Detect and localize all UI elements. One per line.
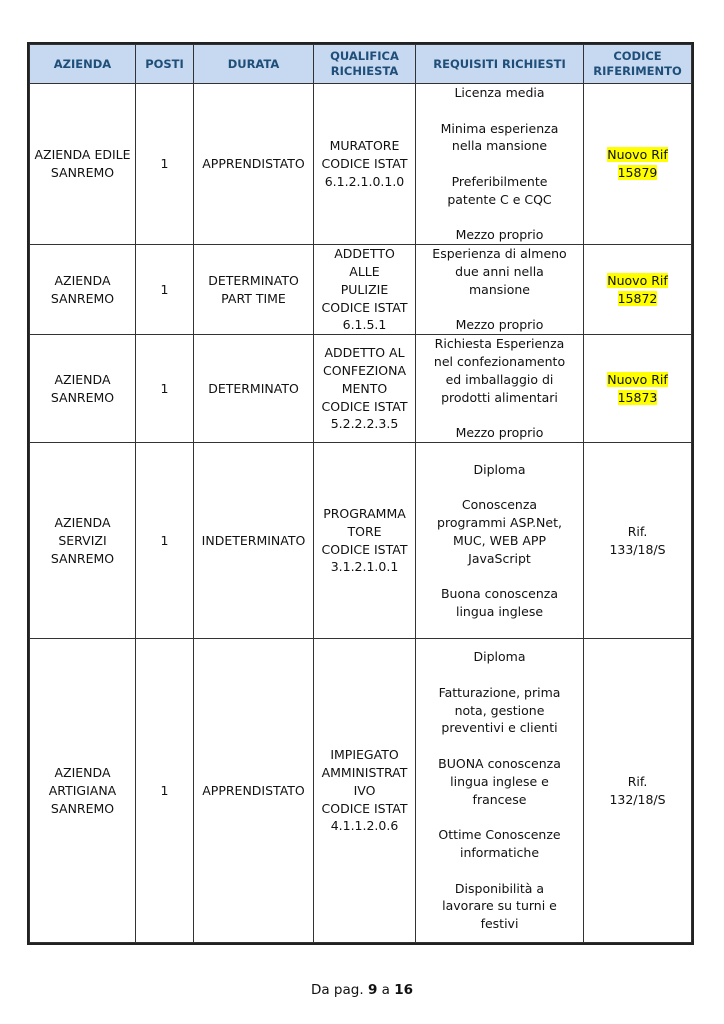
cell-azienda-line: AZIENDA xyxy=(54,514,111,530)
table-row xyxy=(30,245,692,335)
cell-azienda-line: SANREMO xyxy=(50,550,115,566)
cell-azienda-line: SANREMO xyxy=(50,389,115,405)
cell-azienda-line: AZIENDA xyxy=(54,371,111,387)
cell-azienda xyxy=(30,335,136,443)
cell-durata xyxy=(194,443,314,639)
cell-requisiti-line: prodotti alimentari xyxy=(441,389,558,405)
cell-requisiti-line: lingua inglese xyxy=(455,603,544,619)
cell-qualifica-line: PROGRAMMA xyxy=(323,506,406,522)
cell-azienda-line: SERVIZI xyxy=(58,532,107,548)
header-azienda: AZIENDA xyxy=(30,45,136,84)
cell-azienda-line: SANREMO xyxy=(50,290,115,306)
cell-qualifica xyxy=(314,84,416,245)
cell-qualifica xyxy=(314,639,416,943)
cell-codice xyxy=(584,639,692,943)
cell-qualifica xyxy=(314,443,416,639)
footer-page: 9 xyxy=(367,982,378,998)
cell-qualifica-line: IMPIEGATO xyxy=(330,747,399,763)
cell-qualifica-line: 5.2.2.2.3.5 xyxy=(330,416,399,432)
header-qualifica: QUALIFICA RICHIESTA xyxy=(314,45,416,84)
cell-requisiti-line: festivi xyxy=(480,916,519,932)
cell-requisiti-line: Diploma xyxy=(473,649,526,665)
cell-requisiti-line: programmi ASP.Net, xyxy=(437,514,562,530)
cell-azienda-line: SANREMO xyxy=(50,165,115,181)
cell-azienda xyxy=(30,245,136,335)
cell-requisiti-line: preventivi e clienti xyxy=(441,720,558,736)
cell-requisiti xyxy=(416,335,584,443)
cell-qualifica-line: CODICE ISTAT xyxy=(321,800,408,816)
cell-qualifica xyxy=(314,245,416,335)
cell-azienda xyxy=(30,639,136,943)
cell-requisiti-line: lingua inglese e xyxy=(450,773,549,789)
cell-codice-line: Nuovo Rif xyxy=(607,272,668,288)
cell-requisiti-line: MUC, WEB APP xyxy=(452,532,547,548)
cell-requisiti xyxy=(416,245,584,335)
cell-requisiti-line: Richiesta Esperienza xyxy=(434,336,565,352)
cell-azienda-line: AZIENDA EDILE xyxy=(34,147,131,163)
cell-qualifica-line: 6.1.2.1.0.1.0 xyxy=(324,173,405,189)
cell-requisiti-line: Fatturazione, prima xyxy=(438,684,561,700)
cell-requisiti-line: francese xyxy=(472,791,527,807)
cell-durata xyxy=(194,84,314,245)
cell-codice-line: 133/18/S xyxy=(609,541,666,557)
header-requisiti: REQUISITI RICHIESTI xyxy=(416,45,584,84)
cell-codice xyxy=(584,84,692,245)
cell-codice xyxy=(584,335,692,443)
job-offers-table xyxy=(29,44,692,943)
cell-azienda-line: AZIENDA xyxy=(54,764,111,780)
cell-codice xyxy=(584,443,692,639)
cell-requisiti-line: nota, gestione xyxy=(454,702,545,718)
cell-codice-line: 15873 xyxy=(617,389,658,405)
header-posti: POSTI xyxy=(136,45,194,84)
cell-azienda-line: AZIENDA xyxy=(54,272,111,288)
cell-requisiti-line: Mezzo proprio xyxy=(455,227,544,243)
cell-requisiti-line: nel confezionamento xyxy=(433,354,566,370)
cell-qualifica-line: 4.1.1.2.0.6 xyxy=(330,818,399,834)
cell-requisiti xyxy=(416,443,584,639)
cell-requisiti-line: lavorare su turni e xyxy=(442,898,557,914)
cell-qualifica-line: ADDETTO ALLE xyxy=(334,246,395,279)
cell-requisiti-line: mansione xyxy=(468,281,530,297)
cell-requisiti-line: JavaScript xyxy=(468,550,531,566)
cell-qualifica-line: TORE xyxy=(347,523,382,539)
cell-codice-line: 15879 xyxy=(617,165,658,181)
cell-posti: 1 xyxy=(136,335,194,443)
cell-qualifica-line: AMMINISTRAT xyxy=(321,764,408,780)
cell-qualifica-line: CODICE ISTAT xyxy=(321,299,408,315)
table-row xyxy=(30,443,692,639)
cell-requisiti-line: patente C e CQC xyxy=(447,191,552,207)
cell-requisiti-line: Conoscenza xyxy=(461,497,538,513)
cell-requisiti-line: nella mansione xyxy=(451,138,548,154)
cell-posti: 1 xyxy=(136,84,194,245)
cell-requisiti-line: Ottime Conoscenze xyxy=(438,827,561,843)
cell-azienda xyxy=(30,84,136,245)
cell-requisiti-line: ed imballaggio di xyxy=(445,371,554,387)
cell-codice xyxy=(584,245,692,335)
cell-requisiti-line: Disponibilità a xyxy=(454,880,545,896)
cell-requisiti-line: Minima esperienza xyxy=(440,120,559,136)
cell-qualifica-line: IVO xyxy=(353,782,376,798)
cell-codice-line: 132/18/S xyxy=(609,791,666,807)
footer-prefix: Da pag. xyxy=(310,982,364,998)
cell-durata-line: INDETERMINATO xyxy=(201,532,306,548)
cell-durata xyxy=(194,639,314,943)
cell-durata-line: APPRENDISTATO xyxy=(202,782,305,798)
cell-requisiti-line: Esperienza di almeno xyxy=(432,246,567,262)
cell-codice-line: Nuovo Rif xyxy=(607,371,668,387)
cell-requisiti-line: informatiche xyxy=(459,845,540,861)
cell-codice-line: Rif. xyxy=(627,523,648,539)
footer-total: 16 xyxy=(394,982,414,998)
cell-posti: 1 xyxy=(136,443,194,639)
cell-durata-line: DETERMINATO xyxy=(208,272,299,288)
cell-azienda-line: SANREMO xyxy=(50,800,115,816)
cell-qualifica-line: ADDETTO AL xyxy=(324,345,405,361)
cell-codice-line: Rif. xyxy=(627,773,648,789)
cell-qualifica-line: MENTO xyxy=(341,380,388,396)
cell-qualifica-line: MURATORE xyxy=(329,138,400,154)
cell-azienda-line: ARTIGIANA xyxy=(48,782,117,798)
cell-requisiti xyxy=(416,639,584,943)
cell-requisiti-line: Preferibilmente xyxy=(451,173,548,189)
page-footer xyxy=(0,982,724,998)
cell-requisiti-line: Buona conoscenza xyxy=(440,586,558,602)
cell-codice-line: Nuovo Rif xyxy=(607,147,668,163)
cell-requisiti-line: Mezzo proprio xyxy=(455,317,544,333)
cell-qualifica-line: 6.1.5.1 xyxy=(342,317,387,333)
cell-requisiti-line: Mezzo proprio xyxy=(455,425,544,441)
cell-qualifica-line: CODICE ISTAT xyxy=(321,398,408,414)
cell-posti: 1 xyxy=(136,639,194,943)
cell-qualifica-line: CODICE ISTAT xyxy=(321,541,408,557)
table-row xyxy=(30,639,692,943)
footer-sep: a xyxy=(381,982,390,998)
header-durata: DURATA xyxy=(194,45,314,84)
cell-qualifica xyxy=(314,335,416,443)
table-row xyxy=(30,84,692,245)
cell-codice-line: 15872 xyxy=(617,290,658,306)
cell-qualifica-line: CODICE ISTAT xyxy=(321,156,408,172)
cell-requisiti xyxy=(416,84,584,245)
cell-posti: 1 xyxy=(136,245,194,335)
cell-durata-line: APPRENDISTATO xyxy=(202,156,305,172)
cell-azienda xyxy=(30,443,136,639)
table-row xyxy=(30,335,692,443)
header-codice: CODICE RIFERIMENTO xyxy=(584,45,692,84)
cell-qualifica-line: 3.1.2.1.0.1 xyxy=(330,559,399,575)
cell-durata-line: PART TIME xyxy=(221,290,286,306)
cell-durata-line: DETERMINATO xyxy=(208,380,299,396)
table-header-row xyxy=(30,45,692,84)
cell-requisiti-line: BUONA conoscenza xyxy=(438,756,561,772)
cell-requisiti-line: Licenza media xyxy=(454,85,545,100)
cell-qualifica-line: PULIZIE xyxy=(340,281,389,297)
cell-requisiti-line: Diploma xyxy=(473,461,526,477)
cell-requisiti-line: due anni nella xyxy=(455,263,544,279)
cell-durata xyxy=(194,245,314,335)
cell-durata xyxy=(194,335,314,443)
cell-qualifica-line: CONFEZIONA xyxy=(323,362,406,378)
